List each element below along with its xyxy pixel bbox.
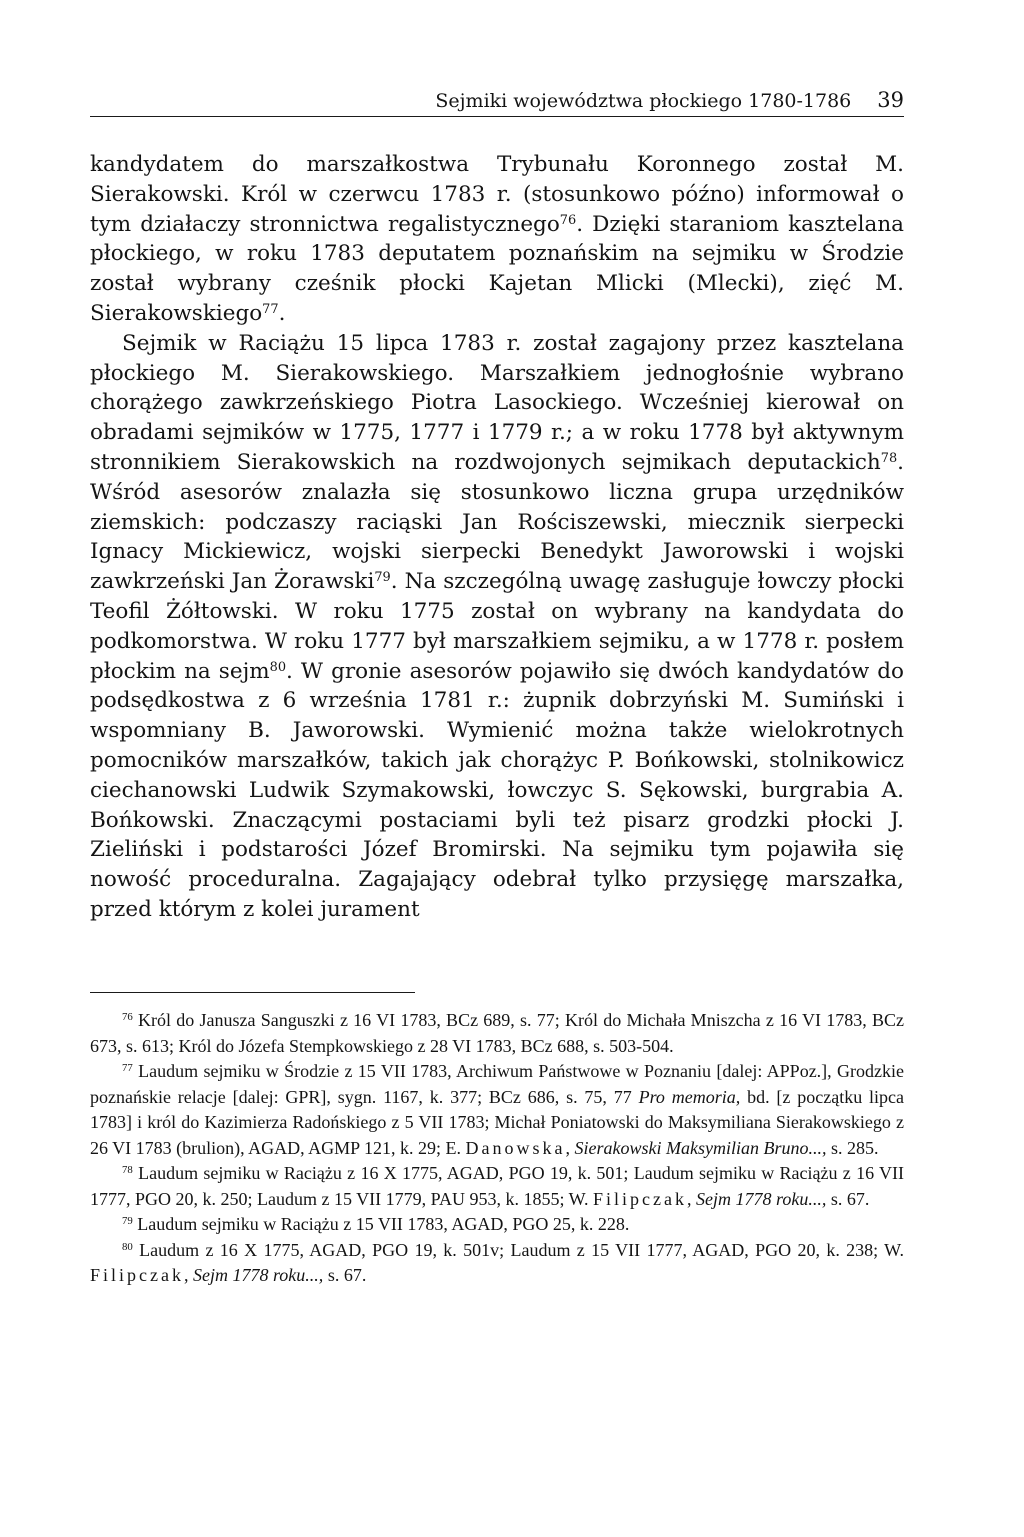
footnote-79: $^{79}$ Laudum sejmiku w Raciążu z 15 VII 1783, AGAD, PGO 25, k. 228. (122, 1214, 630, 1234)
footnote-ref-79[interactable]: 79 (374, 570, 391, 586)
footnote-ref-77[interactable]: 77 (262, 301, 279, 317)
footnote-78: $^{78}$ Laudum sejmiku w Raciążu z 16 X 1775, AGAD, PGO 19, k. 501; Laudum sejmiku w Raciążu z 16 VII 1777, PGO 20, k. 250; Laudum z 15 VII 1779, PAU 953, k. 1855; W. Filipczak, Sejm 1778 roku..., s. 67. (90, 1163, 905, 1209)
footnote-ref-80[interactable]: 80 (269, 659, 287, 675)
paragraph-1: kandydatem do marszałkostwa Trybunału Koronnego został M. Sierakowski. Król w czerwcu 1783 r. (stosunkowo późno) informował o tym działaczy stronnictwa regalistycznego$^{76}$. Dzięki staraniom kasztelana płockiego, w roku 1783 deputatem poznańskim na sejmiku w Środzie został wybrany cześnik płocki Kajetan Mlicki (Mlecki), zięć M. Sierakowskiego$^{77}$. (90, 152, 905, 326)
footnote-separator (90, 992, 415, 993)
running-header (90, 88, 904, 117)
running-title: Sejmiki województwa płockiego 1780-1786 (435, 90, 852, 112)
main-text (90, 150, 904, 925)
page-number: 39 (877, 88, 904, 112)
footnote-80: $^{80}$ Laudum z 16 X 1775, AGAD, PGO 19, k. 501v; Laudum z 15 VII 1777, AGAD, PGO 20, k. 238; W. Filipczak, Sejm 1778 roku..., s. 67. (90, 1239, 904, 1285)
footnote-76: $^{76}$ Król do Janusza Sanguszki z 16 VI 1783, BCz 689, s. 77; Król do Michała Mniszcha z 16 VI 1783, BCz 673, s. 613; Król do Józefa Stempkowskiego z 28 VI 1783, BCz 688, s. 503-504. (90, 1010, 905, 1056)
footnote-77: $^{77}$ Laudum sejmiku w Środzie z 15 VII 1783, Archiwum Państwowe w Poznaniu [dalej: APPoz.], Grodzkie poznańskie relacje [dalej: GPR], sygn. 1167, k. 377; BCz 686, s. 75, 77 Pro memoria, bd. [z początku lipca 1783] i król do Kazimierza Radońskiego z 5 VII 1783; Michał Poniatowski do Maksymiliana Sierakowskiego z 26 VI 1783 (brulion), AGAD, AGMP 121, k. 29; E. Danowska, Sierakowski Maksymilian Bruno..., s. 285. (90, 1061, 905, 1158)
footnotes (90, 1008, 904, 1289)
footnote-ref-76[interactable]: 76 (559, 212, 577, 228)
paragraph-2: Sejmik w Raciążu 15 lipca 1783 r. został zagajony przez kasztelana płockiego M. Sierakowskiego. Marszałkiem jednogłośnie wybrano chorążego zawkrzeńskiego Piotra Lasockiego. Wcześniej kierował on obradami sejmików w 1775, 1777 i 1779 r.; a w roku 1778 był aktywnym stronnikiem Sierakowskich na rozdwojonych sejmikach deputackich$^{78}$. Wśród asesorów znalazła się stosunkowo liczna grupa urzędników ziemskich: podczaszy raciąski Jan Rościszewski, miecznik sierpecki Ignacy Mickiewicz, wojski sierpecki Benedykt Jaworowski i wojski zawkrzeński Jan Żorawski$^{79}$. Na szczególną uwagę zasługuje łowczy płocki Teofil Żółtowski. W roku 1775 został on wybrany na kandydata do podkomorstwa. W roku 1777 był marszałkiem sejmiku, a w 1778 r. posłem płockim na sejm$^{80}$. W gronie asesorów pojawiło się dwóch kandydatów do podsędkostwa z 6 września 1781 r.: żupnik dobrzyński M. Sumiński i wspomniany B. Jaworowski. Wymienić można także wielokrotnych pomocników marszałków, takich jak chorążyc P. Bońkowski, stolnikowicz ciechanowski Ludwik Szymakowski, łowczyc S. Sękowski, burgrabia A. Bońkowski. Znaczącymi postaciami byli też pisarz grodzki płocki J. Zieliński i podstarości Józef Bromirski. Na sejmiku tym pojawiła się nowość proceduralna. Zagajający odebrał tylko przysięgę marszałka, przed którym z kolei jurament (90, 330, 904, 922)
footnote-ref-78[interactable]: 78 (880, 450, 898, 466)
